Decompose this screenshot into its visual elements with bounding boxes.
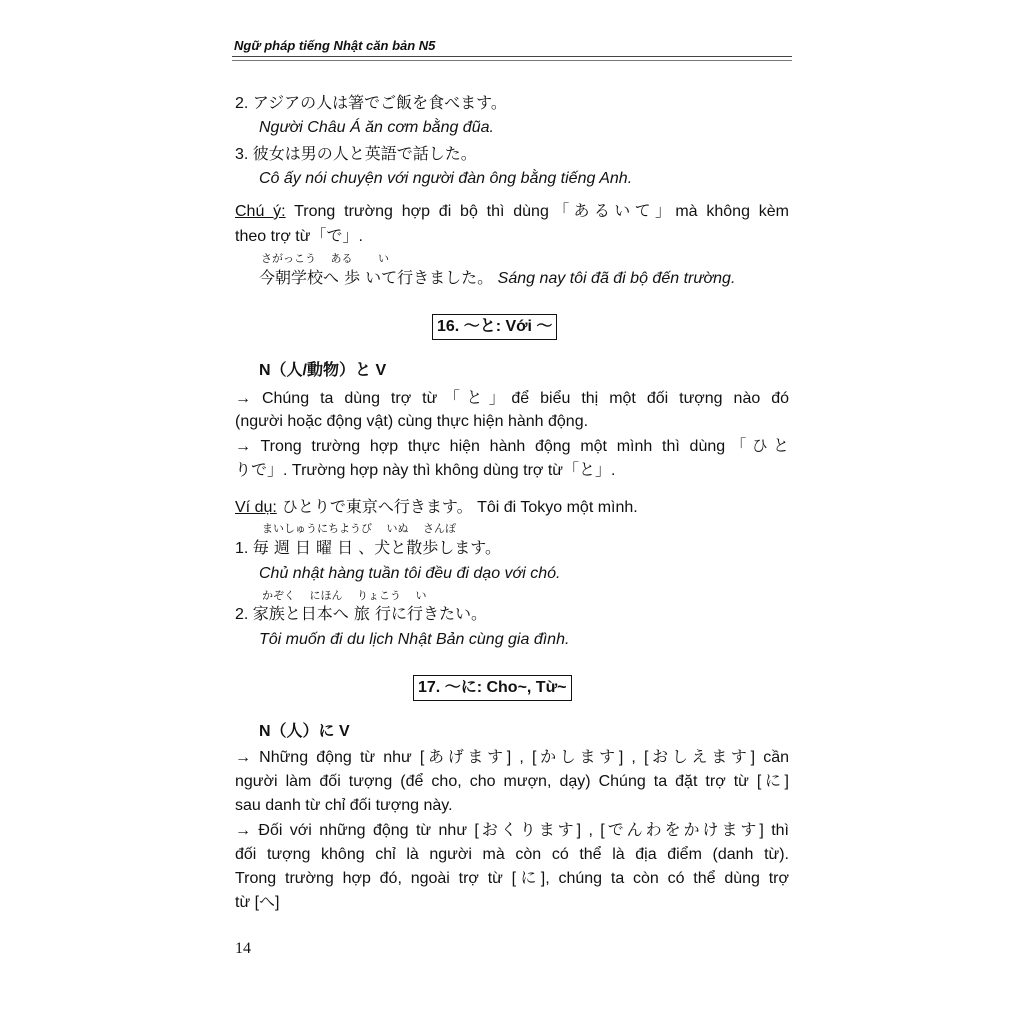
example-jp: 毎 週 日 曜 日 、犬と散歩します。 xyxy=(252,538,501,557)
example-translation: Người Châu Á ăn cơm bằng đũa. xyxy=(259,119,494,136)
section-16-title: 16. ～と: Với ～ xyxy=(432,314,557,340)
section-16-bullet-2-line-1: → Trong trường hợp thực hiện hành động một mình thì dùng「ひと xyxy=(235,438,789,455)
example-jp: ひとりで東京へ行きます。 xyxy=(276,497,473,516)
section-16-bullet-1-line-1: → Chúng ta dùng trợ từ「と」để biểu thị một đối tượng nào đó xyxy=(235,390,789,407)
example-vi: Tôi đi Tokyo một mình. xyxy=(477,499,638,516)
section-16-example xyxy=(235,497,638,518)
example-3 xyxy=(235,144,477,165)
section-17-bullet-1-line-1: → Những động từ như [あげます] , [かします] , [おしえます] cần xyxy=(235,749,789,766)
section-16-bullet-2-line-2: りで」. Trường hợp này thì không dùng trợ từ「と」. xyxy=(235,462,616,479)
example-number: 3. xyxy=(235,146,249,163)
example-number: 1. xyxy=(235,540,249,557)
example-translation: Cô ấy nói chuyện với người đàn ông bằng tiếng Anh. xyxy=(259,170,633,187)
example-label: Ví dụ: xyxy=(235,499,277,516)
note-example-jp: 今朝学校へ 歩 いて行きました。 xyxy=(259,268,494,287)
header-divider xyxy=(232,56,792,57)
section-16-example-2 xyxy=(235,604,487,625)
example-number: 2. xyxy=(235,95,249,112)
note-text: Trong trường hợp đi bộ thì dùng「あるいて」mà không kèm xyxy=(285,203,789,220)
example-2 xyxy=(235,93,507,114)
note-example-vi: Sáng nay tôi đã đi bộ đến trường. xyxy=(497,270,736,287)
example-number: 2. xyxy=(235,606,249,623)
example-jp: アジアの人は箸でご飯を食べます。 xyxy=(252,93,507,112)
example-2-furigana: かぞく にほん りょこう い xyxy=(262,589,427,602)
example-jp: 彼女は男の人と英語で話した。 xyxy=(252,144,477,163)
note-label: Chú ý: xyxy=(235,203,286,220)
example-2-translation: Tôi muốn đi du lịch Nhật Bản cùng gia đình. xyxy=(259,631,570,648)
section-17-bullet-1-line-2: người làm đối tượng (để cho, cho mượn, dạy) Chúng ta đặt trợ từ [に] xyxy=(235,773,789,790)
section-17-bullet-2-line-3: Trong trường hợp đó, ngoài trợ từ [に], chúng ta còn có thể dùng trợ xyxy=(235,870,789,887)
section-17-pattern: N（人）に V xyxy=(259,723,350,740)
note-line-2: theo trợ từ「で」. xyxy=(235,228,363,245)
note-example xyxy=(259,268,735,289)
header-divider-thin xyxy=(232,60,792,61)
section-17-title: 17. ～に: Cho~, Từ~ xyxy=(413,675,572,701)
section-17-bullet-2-line-1: → Đối với những động từ như [おくります] , [でんわをかけます] thì xyxy=(235,822,789,839)
section-16-bullet-1-line-2: (người hoặc động vật) cùng thực hiện hành động. xyxy=(235,413,589,430)
page-header-title: Ngữ pháp tiếng Nhật căn bản N5 xyxy=(234,38,436,53)
page-number: 14 xyxy=(235,940,251,957)
example-jp: 家族と日本へ 旅 行に行きたい。 xyxy=(252,604,487,623)
section-17-bullet-1-line-3: sau danh từ chỉ đối tượng này. xyxy=(235,797,453,814)
note-furigana: さがっこう ある い xyxy=(261,252,389,265)
note-line-1 xyxy=(235,202,789,222)
section-17-bullet-2-line-2: đối tượng không chỉ là người mà còn có thể là địa điểm (danh từ). xyxy=(235,846,789,863)
section-16-example-1 xyxy=(235,538,501,559)
example-1-furigana: まいしゅうにちようび いぬ さんぽ xyxy=(262,522,456,535)
section-16-pattern: N（人/動物）と V xyxy=(259,362,387,379)
example-1-translation: Chủ nhật hàng tuần tôi đều đi dạo với chó. xyxy=(259,565,561,582)
section-17-bullet-2-line-4: từ [へ] xyxy=(235,894,280,911)
